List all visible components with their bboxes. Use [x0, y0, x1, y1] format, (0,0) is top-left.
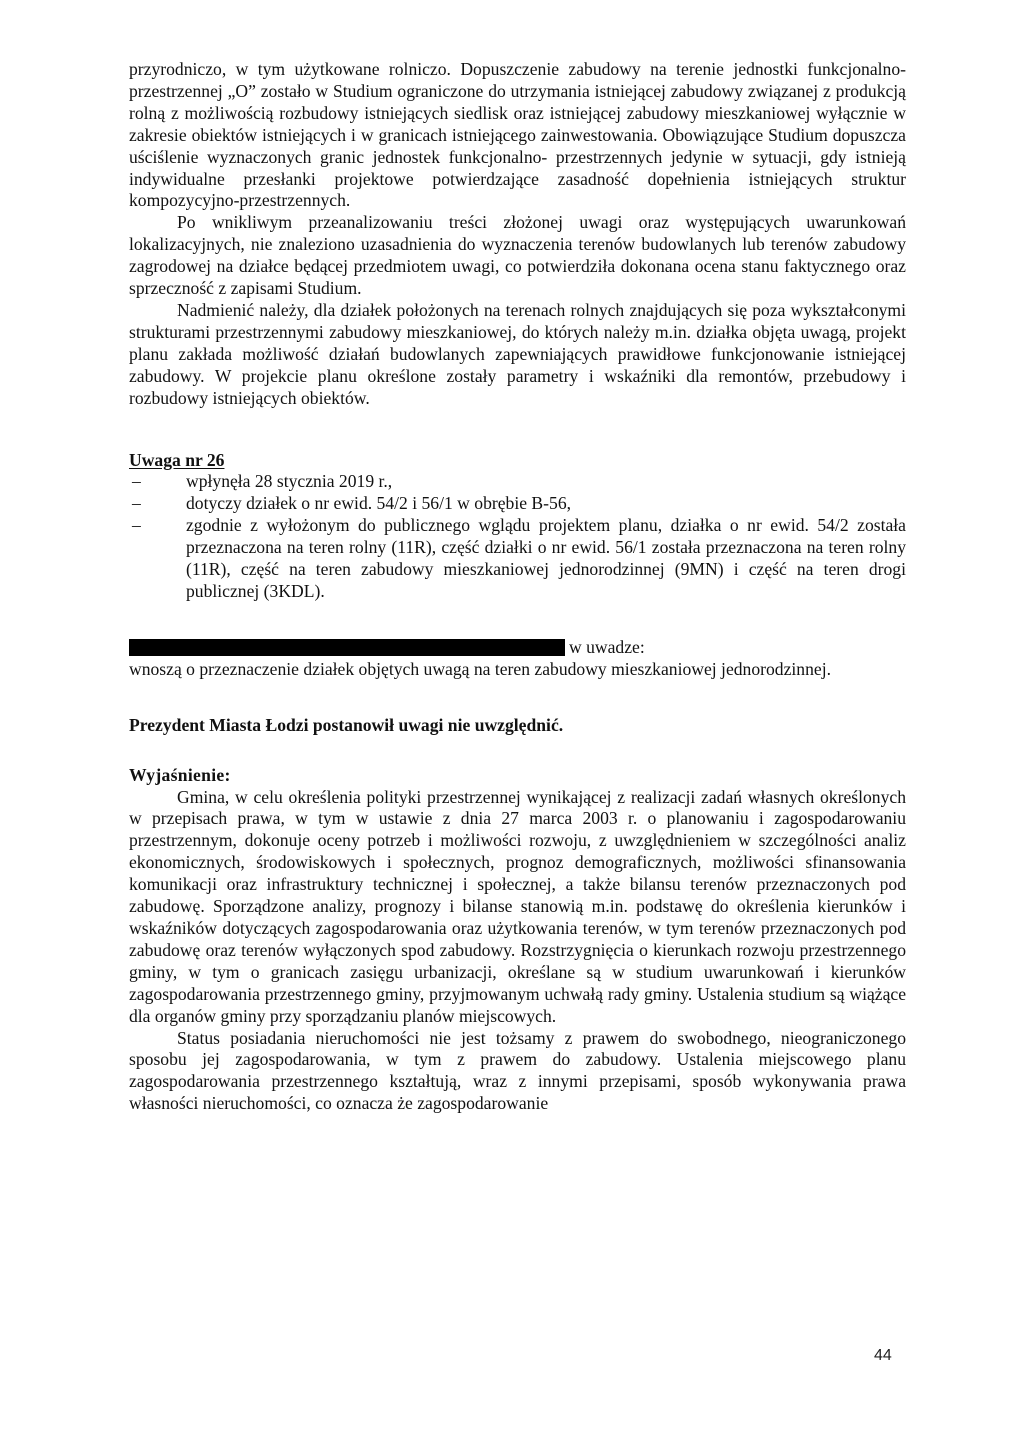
paragraph-studium-restrictions: przyrodniczo, w tym użytkowane rolniczo. Dopuszczenie zabudowy na terenie jednostki funkcjonalno-przestrzennej „O” zostało w Studium ograniczone do utrzymania istniejącej zabudowy związanej z produkcją rolną z możliwością rozbudowy istniejących siedlisk oraz istniejącej zabudowy mieszkaniowej wyłącznie w zakresie obiektów istniejących i w granicach istniejącego zainwestowania. Obowiązujące Studium dopuszcza uściślenie wyznaczonych granic jednostek funkcjonalno- przestrzennych jedynie w sytuacji, gdy istnieją indywidualne przesłanki projektowe potwierdzające zasadność dopełnienia istniejących struktur kompozycyjno-przestrzennych.	[129, 59, 906, 211]
remark-request-text: wnoszą o przeznaczenie działek objętych uwagą na teren zabudowy mieszkaniowej jednorodzinnej.	[129, 658, 831, 679]
paragraph-analysis-conclusion: Po wnikliwym przeanalizowaniu treści złożonej uwagi oraz występujących uwarunkowań lokalizacyjnych, nie znaleziono uzasadnienia do wyznaczenia terenów budowlanych lub terenów zabudowy zagrodowej na działce będącej przedmiotem uwagi, co potwierdziła dokonana ocena stanu faktycznego oraz sprzeczność z zapisami Studium.	[129, 212, 906, 299]
paragraph-agricultural-land-note: Nadmienić należy, dla działek położonych na terenach rolnych znajdujących się poza wykształconymi strukturami przestrzennymi zabudowy mieszkaniowej, do których należy m.in. działka objęta uwagą, projekt planu zakłada możliwość działań budowlanych zapewniających prawidłowe funkcjonowanie istniejącej zabudowy. W projekcie planu określone zostały parametry i wskaźniki dla remontów, przebudowy i rozbudowy istniejących obiektów.	[129, 299, 906, 408]
remark-details-list	[129, 471, 906, 602]
redacted-author-line	[129, 637, 906, 659]
remark-detail-item: – zgodnie z wyłożonym do publicznego wglądu projektem planu, działka o nr ewid. 54/2 została przeznaczona na teren rolny (11R), część działki o nr ewid. 56/1 została przeznaczona na teren rolny (11R), część na teren zabudowy mieszkaniowej jednorodzinnej (9MN) i część na teren drogi publicznej (3KDL).	[129, 515, 906, 603]
remark-detail-item: – dotyczy działek o nr ewid. 54/2 i 56/1 w obrębie B-56,	[129, 493, 906, 515]
page-number: 44	[874, 1347, 892, 1364]
explanation-heading: Wyjaśnienie:	[129, 764, 231, 785]
paragraph-municipal-policy: Gmina, w celu określenia polityki przestrzennej wynikającej z realizacji zadań własnych określonych w przepisach prawa, w tym w ustawie z dnia 27 marca 2003 r. o planowaniu i zagospodarowaniu przestrzennym, dokonuje oceny potrzeb i możliwości rozwoju, z uwzględnieniem w szczególności analiz ekonomicznych, środowiskowych i społecznych, prognoz demograficznych, możliwości sfinansowania komunikacji oraz infrastruktury technicznej i społecznej, a także bilansu terenów przeznaczonych pod zabudowę. Sporządzone analizy, prognozy i bilanse stanowią m.in. podstawę do określenia kierunków i wskaźników dotyczących zagospodarowania oraz użytkowania terenów, w tym terenów przeznaczonych pod zabudowę oraz terenów wyłączonych spod zabudowy. Rozstrzygnięcia o kierunkach rozwoju przestrzennego gminy, w tym o granicach zasięgu urbanizacji, określane są w studium uwarunkowań i kierunków zagospodarowania przestrzennego gminy, przyjmowanym uchwałą rady gminy. Ustalenia studium są wiążące dla organów gminy przy sporządzaniu planów miejscowych.	[129, 786, 906, 1026]
decision-statement: Prezydent Miasta Łodzi postanowił uwagi nie uwzględnić.	[129, 714, 564, 735]
remark-detail-item: – wpłynęła 28 stycznia 2019 r.,	[129, 471, 906, 493]
redaction-bar	[129, 639, 565, 656]
redacted-line-suffix: w uwadze:	[569, 636, 645, 657]
page-content	[129, 59, 906, 1115]
remark-heading: Uwaga nr 26	[129, 449, 225, 470]
paragraph-property-status: Status posiadania nieruchomości nie jest tożsamy z prawem do swobodnego, nieograniczonego sposobu jej zagospodarowania, w tym z prawem do zabudowy. Ustalenia miejscowego planu zagospodarowania przestrzennego kształtują, wraz z innymi przepisami, sposób wykonywania prawa własności nieruchomości, co oznacza że zagospodarowanie	[129, 1027, 906, 1114]
